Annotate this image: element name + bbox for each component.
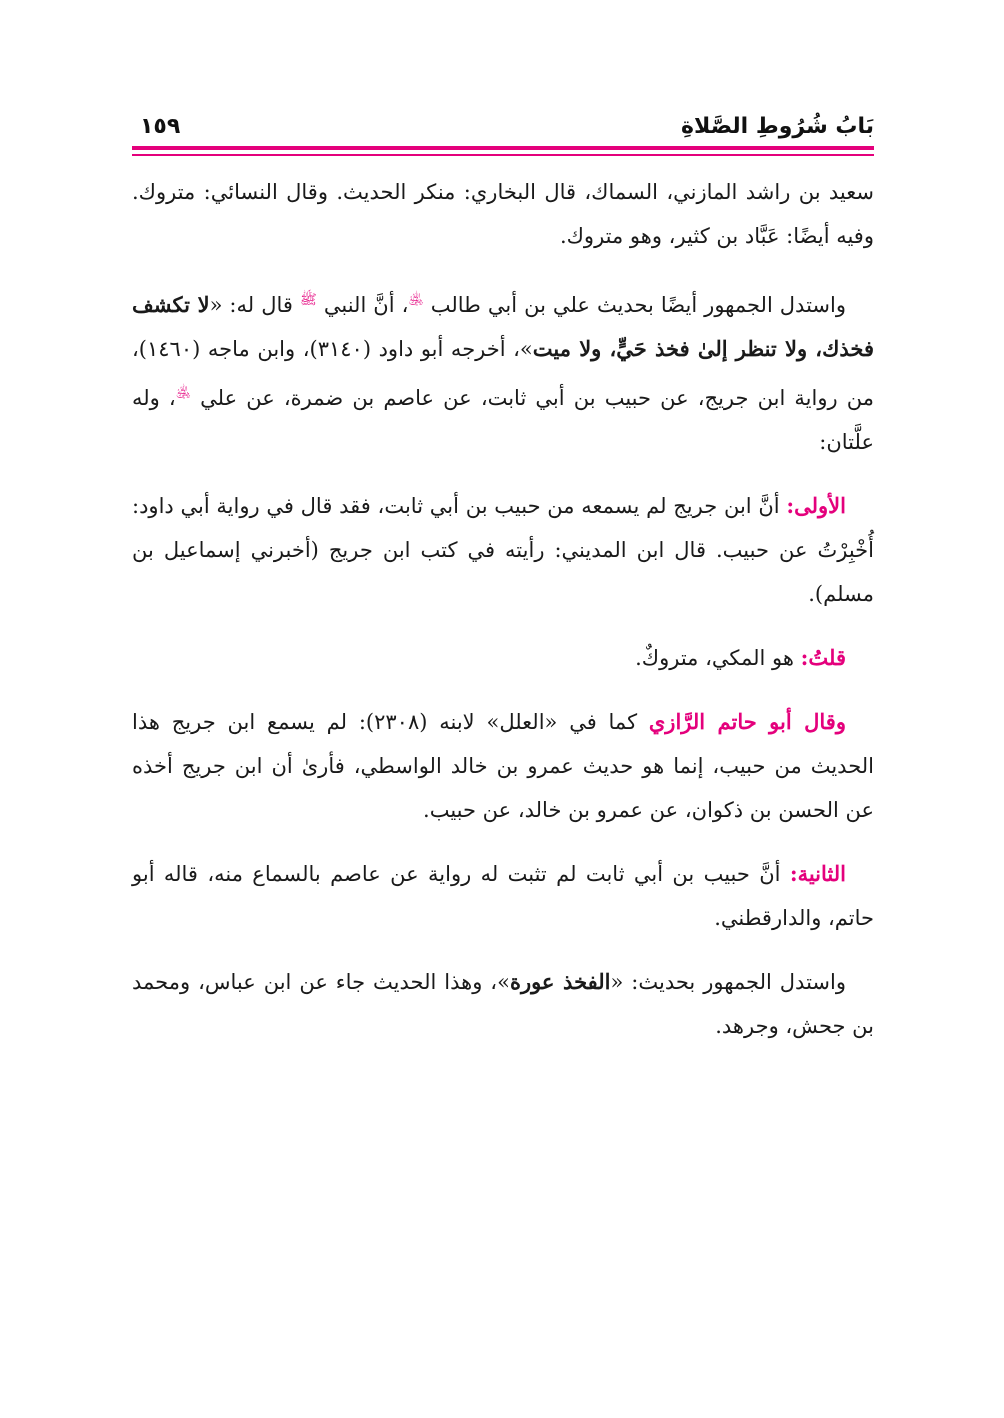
hadith-quote: الفخذ عورة — [509, 969, 611, 994]
paragraph-3: الأولى: أنَّ ابن جريج لم يسمعه من حبيب بن أبي ثابت، فقد قال في رواية أبي داود: أُخْبِرْتُ عن حبيب. قال ابن المديني: رأيته في كتب ابن جريج (أخبرني إسماعيل بن مسلم). — [132, 493, 874, 606]
page-header — [132, 108, 874, 148]
section-label: وقال أبو حاتم الرَّازي — [648, 709, 846, 734]
section-label: قلتُ: — [800, 645, 846, 670]
page-body — [132, 170, 874, 1068]
section-label: الثانية: — [789, 861, 846, 886]
honorific-glyph: ﷺ — [299, 292, 317, 308]
honorific-glyph: ﵁ — [408, 292, 424, 308]
section-label: الأولى: — [786, 493, 846, 518]
page-number: ١٥٩ — [140, 114, 181, 139]
hadith-quote: لا تكشف فخذك، ولا تنظر إلىٰ فخذ حَيٍّ، ولا ميت — [132, 292, 874, 361]
paragraph-1: سعيد بن راشد المازني، السماك، قال البخاري: منكر الحديث. وقال النسائي: متروك. وفيه أيضًا: عَبَّاد بن كثير، وهو متروك. — [132, 180, 874, 248]
paragraph-7: واستدل الجمهور بحديث: «الفخذ عورة»، وهذا الحديث جاء عن ابن عباس، ومحمد بن جحش، وجرهد. — [132, 969, 874, 1038]
paragraph-4: قلتُ: هو المكي، متروكٌ. — [635, 645, 846, 670]
header-rule-thin — [132, 154, 874, 156]
header-rule-thick — [132, 146, 874, 150]
paragraph-2: واستدل الجمهور أيضًا بحديث علي بن أبي طالب ﵁، أنَّ النبي $^ﷺ$ قال له: «لا تكشف فخذك، ولا تنظر إلىٰ فخذ حَيٍّ، ولا ميت»، أخرجه أبو داود (٣١٤٠)، وابن ماجه (١٤٦٠)، من رواية ابن جريج، عن حبيب بن أبي ثابت، عن عاصم بن ضمرة، عن علي ﵁، وله علَّتان: — [132, 292, 874, 454]
paragraph-5: وقال أبو حاتم الرَّازي كما في «العلل» لابنه (٢٣٠٨): لم يسمع ابن جريج هذا الحديث من حبيب، إنما هو حديث عمرو بن خالد الواسطي، فأرىٰ أن ابن جريج أخذه عن الحسن بن ذكوان، عن عمرو بن خالد، عن حبيب. — [132, 709, 874, 822]
paragraph-6: الثانية: أنَّ حبيب بن أبي ثابت لم تثبت له رواية عن عاصم بالسماع منه، قاله أبو حاتم، والدارقطني. — [132, 861, 874, 930]
honorific-glyph: ﵁ — [175, 385, 192, 401]
chapter-title: بَابُ شُرُوطِ الصَّلاةِ — [681, 114, 874, 139]
